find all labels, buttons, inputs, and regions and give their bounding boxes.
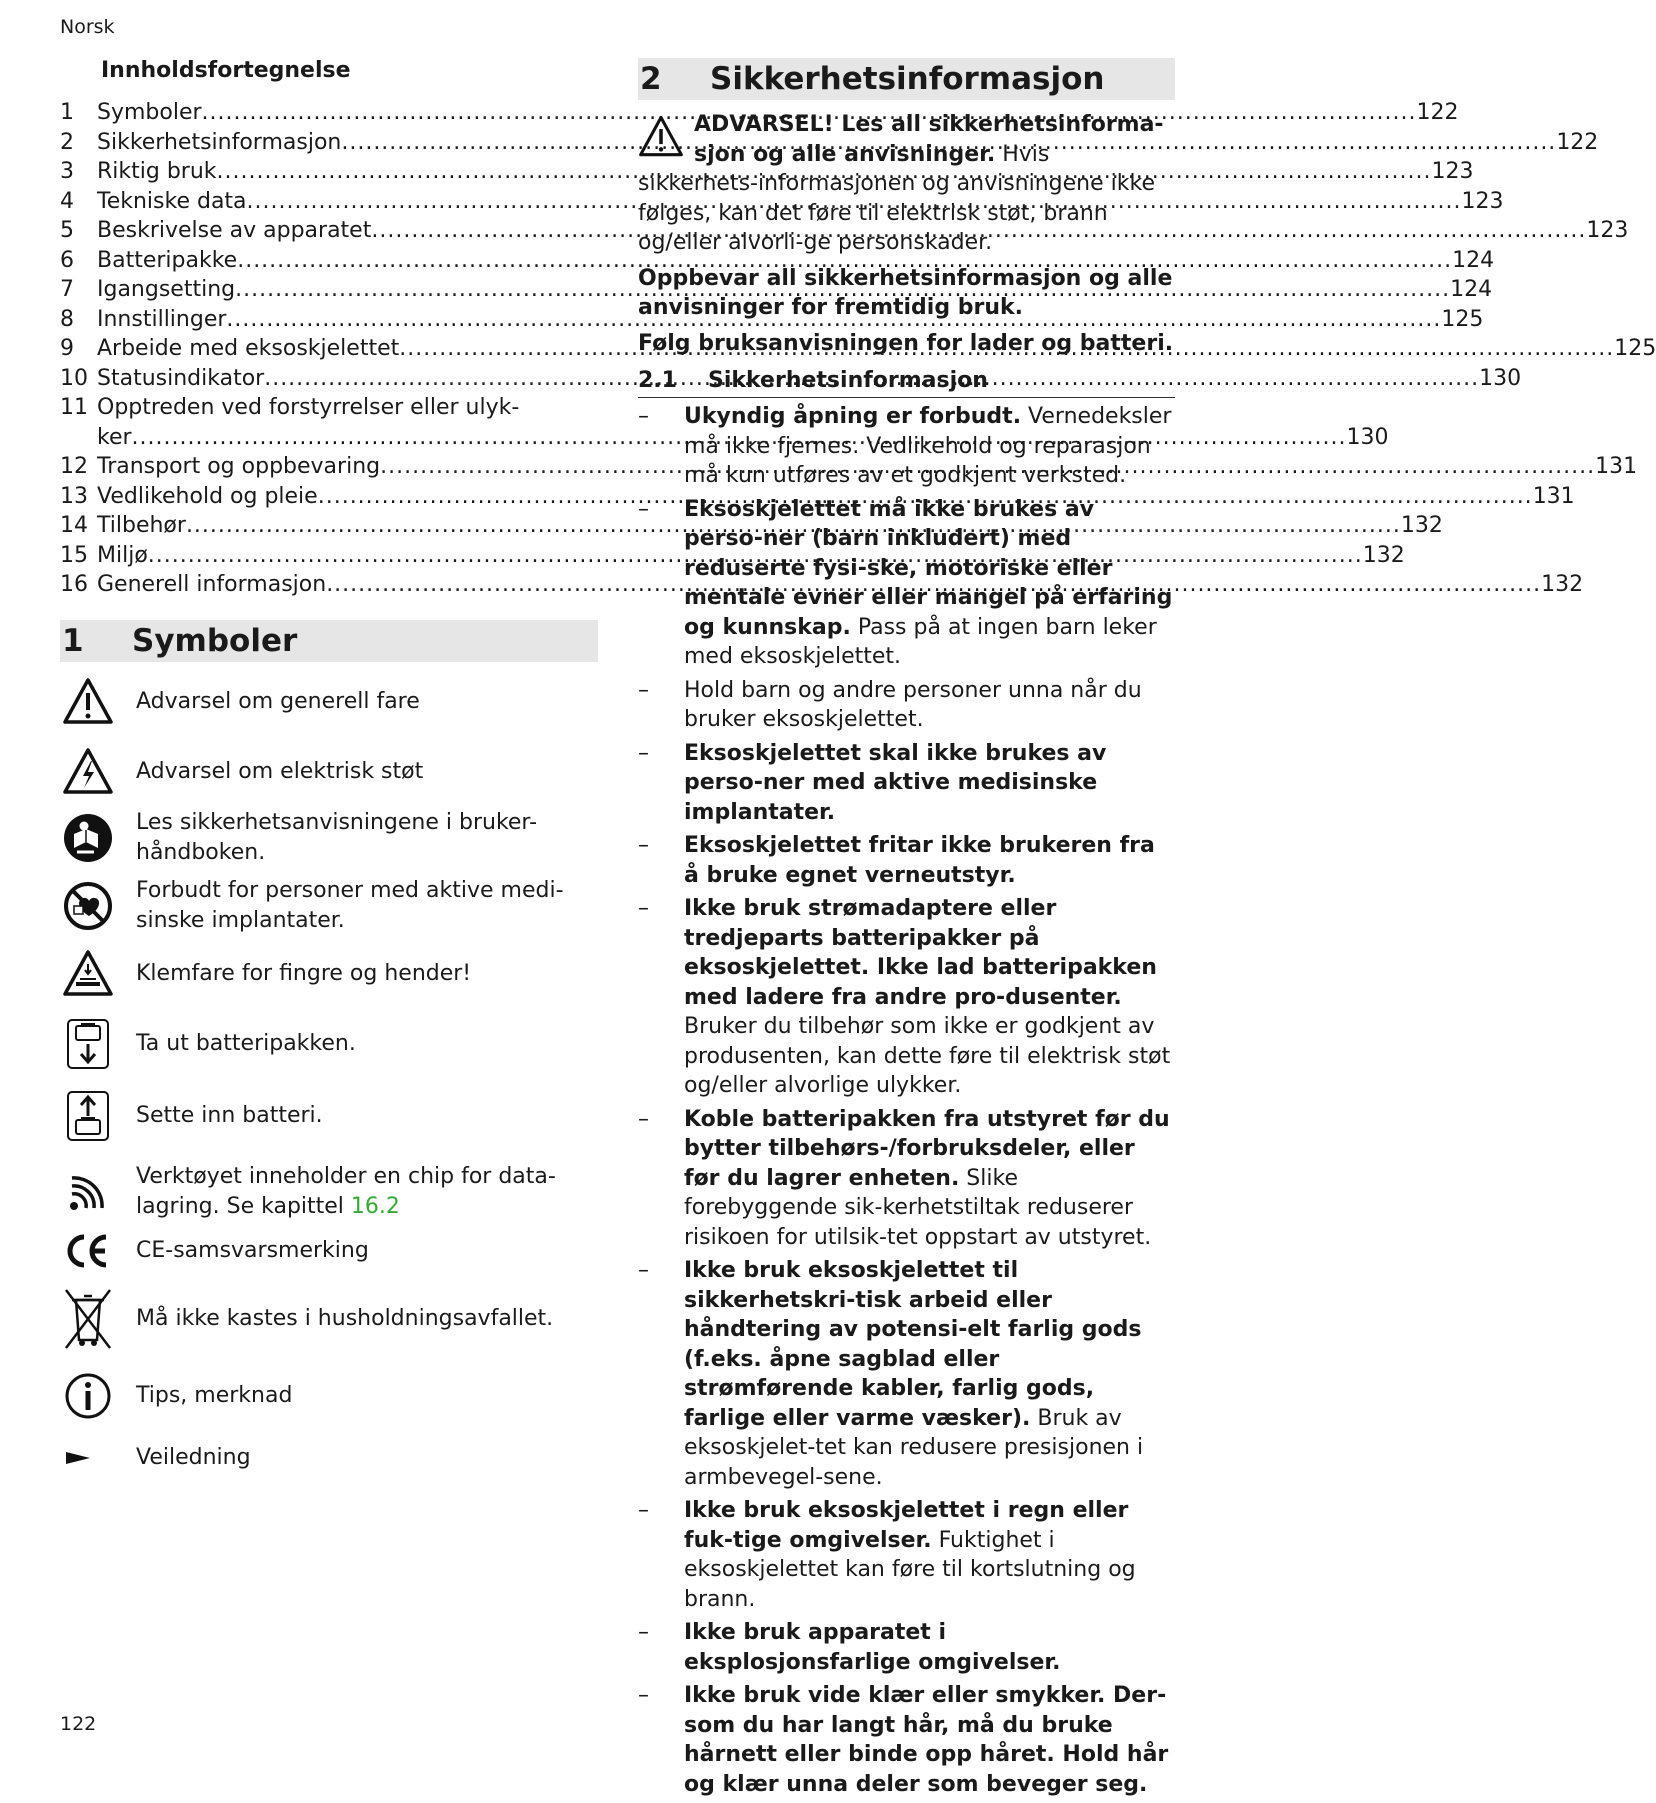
bullet-bold-text: Ikke bruk vide klær eller smykker. Der-​som du har langt hår, må du bruke hårnett eller binde opp håret. Hold hår og klær unna deler som beveger seg. xyxy=(684,1683,1169,1797)
safety-bullet xyxy=(638,1256,1175,1492)
bullet-text xyxy=(684,739,1175,828)
instruction-arrow-icon xyxy=(62,1436,114,1480)
toc-entry[interactable] xyxy=(60,98,1459,128)
toc-entry-title: Sikkerhetsinformasjon xyxy=(97,129,342,155)
toc-entry-page: 124 xyxy=(1450,277,1493,302)
symbol-row xyxy=(60,1012,595,1076)
remove-battery-icon xyxy=(62,1018,114,1070)
bullet-dash: – xyxy=(638,833,649,858)
toc-entry-number: 11 xyxy=(60,395,88,420)
symbol-text: Ta ut batteripakken. xyxy=(136,1030,356,1056)
toc-entry-number: 5 xyxy=(60,218,74,243)
toc-entry[interactable] xyxy=(60,216,1629,246)
symbol-row xyxy=(60,806,595,870)
toc-entry-number: 8 xyxy=(60,306,74,332)
toc-entry-title: Miljø xyxy=(97,542,148,568)
toc-title: Innholdsfortegnelse xyxy=(101,58,351,83)
symbol-row xyxy=(60,942,595,1006)
bullet-text xyxy=(684,495,1175,672)
page-number: 122 xyxy=(60,1713,97,1735)
symbol-text xyxy=(136,1162,556,1221)
toc-entry-title: Riktig bruk xyxy=(97,159,217,184)
ce-mark-icon xyxy=(62,1225,114,1277)
toc-entry[interactable] xyxy=(60,511,1443,541)
safety-bullet xyxy=(638,402,1175,491)
toc-entry-title: Tilbehør xyxy=(97,513,186,538)
bullet-bold-text: Eksoskjelettet må ikke brukes av perso-​ner (barn inkludert) med reduserte fysi-​ske, motoriske eller mentale evner eller mangel på erfaring og kunnskap. xyxy=(684,496,1173,640)
toc-entry-title: Arbeide med eksoskjelettet xyxy=(97,336,400,361)
safety-bullet xyxy=(638,1618,1175,1677)
symbol-text: Veiledning xyxy=(136,1444,251,1470)
bullet-plain-text: Pass på at ingen barn leker med eksoskjelettet. xyxy=(684,614,1157,669)
bullet-plain-text: Slike forebyggende sik-​kerhetstiltak reduserer risikoen for utilsik-​tet oppstart av utstyret. xyxy=(684,1165,1152,1250)
bullet-dash: – xyxy=(638,677,649,703)
toc-entry-number: 7 xyxy=(60,277,74,302)
safety-bullet xyxy=(638,495,1175,672)
pinch-hazard-icon xyxy=(62,948,114,1000)
toc-entry-number: 10 xyxy=(60,365,88,391)
right-column xyxy=(638,58,1175,1803)
bullet-dash: – xyxy=(638,1106,649,1132)
section-heading-symbols xyxy=(60,620,598,662)
safety-bullet xyxy=(638,894,1175,1101)
bullet-dash: – xyxy=(638,740,649,766)
symbol-text: Klemfare for fingre og hender! xyxy=(136,960,472,986)
general-warning xyxy=(638,110,1175,258)
bullet-text xyxy=(684,402,1175,491)
toc-entry-page: 125 xyxy=(1441,306,1484,332)
toc-entry-title: Tekniske data xyxy=(97,188,247,214)
toc-entry-page: 123 xyxy=(1586,218,1629,243)
symbol-text: Forbudt for personer med aktive medi- sinske implantater. xyxy=(136,878,564,933)
language-label: Norsk xyxy=(60,16,115,38)
chapter-link[interactable]: 16.2 xyxy=(350,1193,400,1219)
bullet-plain-text: Bruk av eksoskjelet-​tet kan redusere presisjonen i armbevegel-​sene. xyxy=(684,1405,1144,1490)
bullet-dash: – xyxy=(638,496,649,522)
symbol-row xyxy=(60,1286,595,1352)
nfc-chip-icon xyxy=(62,1166,114,1218)
bullet-bold-text: Eksoskjelettet skal ikke brukes av perso-​ner med aktive medisinske implantater. xyxy=(684,740,1107,825)
toc-entry-page: 132 xyxy=(1362,542,1405,568)
toc-entry-number: 6 xyxy=(60,247,74,273)
toc-entry-title: Transport og oppbevaring xyxy=(97,454,381,479)
toc-entry-page: 122 xyxy=(1416,100,1459,125)
toc-entry-page: 131 xyxy=(1595,454,1638,479)
toc-entry[interactable] xyxy=(60,541,1405,571)
toc-entry-number: 13 xyxy=(60,483,88,509)
bullet-plain-text: Bruker du tilbehør som ikke er godkjent av produsenten, kan dette føre til elektrisk støt og/eller alvorlige ulykker. xyxy=(684,1014,1171,1098)
bullet-bold-text: Ikke bruk apparatet i eksplosjonsfarlige omgivelser. xyxy=(684,1620,1061,1675)
toc-entry-number: 1 xyxy=(60,100,74,125)
insert-battery-icon xyxy=(62,1090,114,1142)
toc-entry-number: 4 xyxy=(60,188,74,214)
bullet-bold-text: Ikke bruk eksoskjelettet til sikkerhetskri-​tisk arbeid eller håndtering av potensi-​elt farlig gods (f.eks. åpne sagblad eller strømførende kabler, farlig gods, farlige eller varme væsker). xyxy=(684,1258,1142,1431)
symbol-row xyxy=(60,1436,595,1480)
section-number: 2 xyxy=(640,61,662,97)
bullet-text xyxy=(684,1681,1175,1799)
safety-bullet xyxy=(638,831,1175,890)
symbol-text: Les sikkerhetsanvisningene i bruker- håndboken. xyxy=(136,810,538,865)
toc-entry-title: Statusindikator xyxy=(97,365,265,391)
subsection-title: Sikkerhetsinformasjon xyxy=(708,368,988,393)
bullet-bold-text: Ikke bruk eksoskjelettet i regn eller fuk-​tige omgivelser. xyxy=(684,1498,1129,1553)
safety-bullet xyxy=(638,1681,1175,1799)
symbol-text: CE-samsvarsmerking xyxy=(136,1237,369,1263)
bullet-dash: – xyxy=(638,1620,649,1645)
toc-entry-title: Opptreden ved forstyrrelser eller ulyk- xyxy=(97,395,520,420)
bullet-dash: – xyxy=(638,1498,649,1523)
warning-triangle-icon xyxy=(62,676,114,728)
toc-entry-page: 123 xyxy=(1461,188,1504,214)
bullet-text xyxy=(684,831,1175,890)
section-heading-safety xyxy=(638,58,1175,100)
symbol-text: Tips, merknad xyxy=(136,1382,293,1408)
bullet-text xyxy=(684,1256,1175,1492)
bullet-bold-text: Koble batteripakken fra utstyret før du bytter tilbehørs-/forbruksdeler, eller før du lagrer enheten. xyxy=(684,1106,1170,1191)
symbol-row xyxy=(60,1226,595,1276)
toc-entry[interactable] xyxy=(60,246,1495,276)
toc-entry-number: 15 xyxy=(60,542,88,568)
subsection-number: 2.1 xyxy=(638,368,677,393)
toc-entry-title: Beskrivelse av apparatet xyxy=(97,218,372,243)
symbol-text: Advarsel om generell fare xyxy=(136,688,420,714)
warning-text: Hvis sikkerhets-​informasjonen og anvisningene ikke følges, kan det føre til elektrisk støt, brann og/eller alvorli-​ge personskader. xyxy=(638,141,1155,255)
toc-entry-page: 130 xyxy=(1346,424,1389,450)
safety-bullet-list xyxy=(638,402,1175,1799)
toc-entry-title: Batteripakke xyxy=(97,247,238,273)
safety-bullet xyxy=(638,676,1175,735)
toc-entry[interactable] xyxy=(60,452,1638,482)
info-icon xyxy=(62,1370,114,1422)
bullet-text xyxy=(684,894,1175,1101)
symbol-row xyxy=(60,740,595,804)
warning-bold: ADVARSEL! Les all sikkerhetsinforma-​sjon og alle anvisninger. xyxy=(694,112,1164,167)
symbol-row xyxy=(60,1160,595,1224)
bullet-plain-text: Fuktighet i eksoskjelettet kan føre til kortslutning og brann. xyxy=(684,1527,1136,1612)
symbol-row xyxy=(60,1364,595,1428)
symbol-text: Advarsel om elektrisk støt xyxy=(136,758,424,784)
toc-entry-title: Symboler xyxy=(97,100,202,125)
electric-shock-icon xyxy=(62,746,114,798)
symbol-text: Må ikke kastes i husholdningsavfallet. xyxy=(136,1305,554,1331)
toc-entry-number: 12 xyxy=(60,454,88,479)
bullet-dash: – xyxy=(638,1683,649,1708)
subsection-heading xyxy=(638,366,1175,398)
warning-triangle-icon xyxy=(638,114,694,166)
symbol-row xyxy=(60,1084,595,1148)
symbol-row xyxy=(60,670,595,734)
toc-entry-number: 14 xyxy=(60,513,88,538)
toc-entry-number: 2 xyxy=(60,129,74,155)
symbol-text-main: Verktøyet inneholder en chip for data- lagring. Se kapittel xyxy=(136,1164,556,1219)
follow-note: Følg bruksanvisningen for lader og batteri. xyxy=(638,330,1174,356)
toc-entry-page: 125 xyxy=(1614,336,1656,361)
symbol-row xyxy=(60,874,595,938)
safety-bullet xyxy=(638,1105,1175,1253)
toc-entry-number: 3 xyxy=(60,159,74,184)
bullet-dash: – xyxy=(638,896,649,921)
toc-entry[interactable] xyxy=(60,157,1474,187)
symbol-text: Sette inn batteri. xyxy=(136,1102,323,1128)
keep-note: Oppbevar all sikkerhetsinformasjon og alle anvisninger for fremtidig bruk. xyxy=(638,265,1173,320)
read-manual-icon xyxy=(62,812,114,864)
toc-entry[interactable] xyxy=(60,482,1575,512)
toc-entry-page: 130 xyxy=(1479,365,1522,391)
bullet-bold-text: Eksoskjelettet fritar ikke brukeren fra å bruke egnet verneutstyr. xyxy=(684,833,1155,888)
toc-entry-title: ker xyxy=(97,424,132,450)
toc-entry-title: Generell informasjon xyxy=(97,572,327,597)
bullet-bold-text: Ukyndig åpning er forbudt. xyxy=(684,404,1022,429)
symbol-list xyxy=(60,670,595,1480)
toc-entry-title: Igangsetting xyxy=(97,277,236,302)
weee-bin-icon xyxy=(62,1286,114,1352)
toc-entry-page: 132 xyxy=(1400,513,1443,538)
toc-entry-page: 124 xyxy=(1452,247,1495,273)
toc-entry-page: 131 xyxy=(1532,483,1575,509)
bullet-text xyxy=(684,1618,1175,1677)
toc-entry-number: 9 xyxy=(60,336,74,361)
toc-entry-title: Vedlikehold og pleie xyxy=(97,483,318,509)
section-number: 1 xyxy=(62,622,84,659)
bullet-bold-text: Ikke bruk strømadaptere eller tredjeparts batteripakker på eksoskjelettet. Ikke lad batteripakken med ladere fra andre pro-​dusenter. xyxy=(684,896,1157,1010)
section-title: Sikkerhetsinformasjon xyxy=(710,61,1105,97)
toc-entry[interactable] xyxy=(60,187,1504,217)
toc-entry-page: 132 xyxy=(1541,572,1584,597)
safety-bullet xyxy=(638,1496,1175,1614)
bullet-dash: – xyxy=(638,404,649,429)
bullet-text xyxy=(684,1105,1175,1253)
bullet-text xyxy=(684,676,1175,735)
toc-entry-number: 16 xyxy=(60,572,88,597)
bullet-plain-text: Hold barn og andre personer unna når du bruker eksoskjelettet. xyxy=(684,677,1142,732)
toc-entry[interactable] xyxy=(60,305,1484,335)
toc-entry-title: Innstillinger xyxy=(97,306,227,332)
bullet-plain-text: Vernedeksler må ikke fjernes. Vedlikehold og reparasjon må kun utføres av et godkjent verksted. xyxy=(684,404,1172,488)
bullet-dash: – xyxy=(638,1258,649,1283)
section-title: Symboler xyxy=(132,622,298,659)
no-implants-icon xyxy=(62,880,114,932)
safety-bullet xyxy=(638,739,1175,828)
toc-entry-page: 122 xyxy=(1556,129,1599,155)
toc-entry[interactable] xyxy=(60,570,1584,600)
toc-entry-page: 123 xyxy=(1431,159,1474,184)
bullet-text xyxy=(684,1496,1175,1614)
